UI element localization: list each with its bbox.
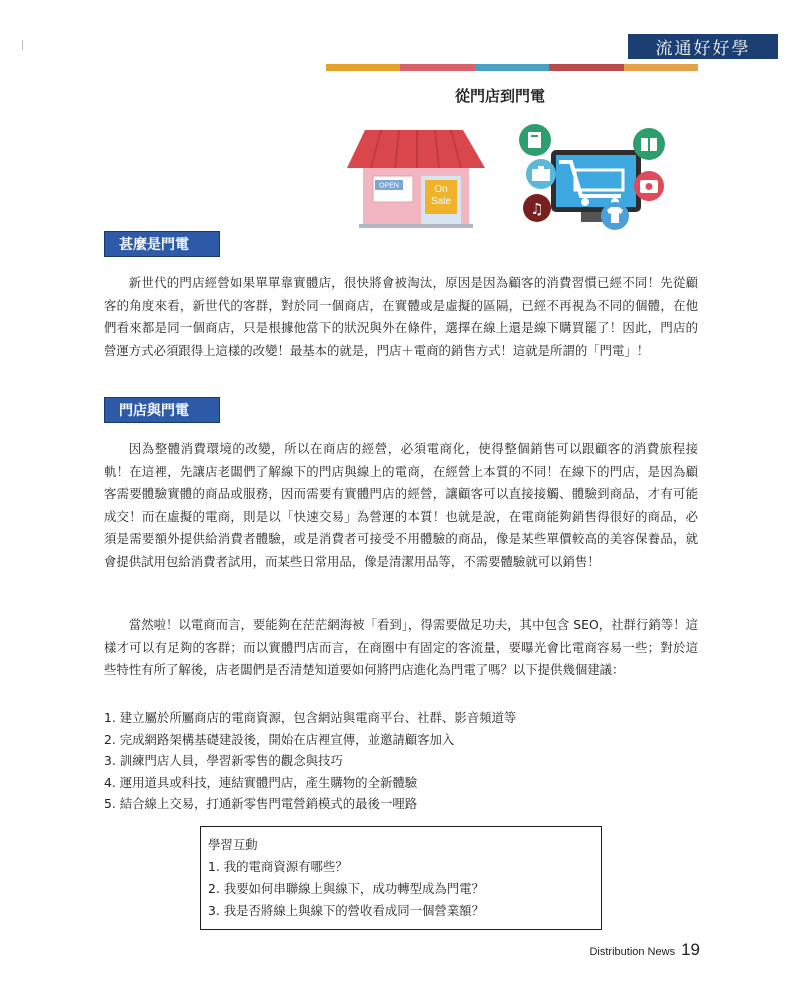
- publication-name: Distribution News: [589, 946, 676, 958]
- music-bubble-icon: [523, 194, 551, 222]
- crop-mark: [22, 40, 23, 50]
- article-title: 從門店到門電: [454, 87, 545, 105]
- list-item: 5. 結合線上交易，打通新零售門電營銷模式的最後一哩路: [104, 796, 418, 811]
- color-bar-segment: [624, 64, 698, 71]
- page-number: 19: [681, 940, 700, 959]
- tshirt-bubble-icon: [601, 202, 629, 230]
- page-footer: [589, 940, 700, 960]
- list-item: 2. 完成網路架構基礎建設後，開始在店裡宣傳，並邀請顧客加入: [104, 731, 455, 747]
- learning-question: 2. 我要如何串聯線上與線下，成功轉型成為門電？: [208, 881, 484, 896]
- svg-text:♫: ♫: [530, 200, 544, 218]
- color-bar-segment: [400, 64, 474, 71]
- learning-question: 3. 我是否將線上與線下的營收看成同一個營業額？: [208, 903, 484, 918]
- suggestion-list: [104, 707, 516, 815]
- section-heading-store-and-mendian: 門店與門電: [104, 397, 220, 423]
- learning-interaction-box: [200, 826, 602, 930]
- section1-paragraph: 新世代的門店經營如果單單靠實體店，很快將會被淘汰，原因是因為顧客的消費習慣已經不同！先從顧客的角度來看，新世代的客群，對於同一個商店，在實體或是虛擬的區隔，已經不再視為不同的個體，在他們看來都是同一個商店，只是根據他當下的狀況與外在條件，選擇在線上還是線下購買罷了！因此，門店的營運方式必須跟得上這樣的改變！最基本的就是，門店＋電商的銷售方式！這就是所謂的「門電」！: [104, 275, 698, 358]
- storefront-icon: [347, 130, 485, 228]
- color-bar-segment: [475, 64, 549, 71]
- header-color-bar: [326, 64, 698, 71]
- store-to-ecommerce-illustration: [345, 120, 675, 232]
- section-heading-what-is-mendian: 甚麼是門電: [104, 231, 220, 257]
- section2-paragraph2: 當然啦！以電商而言，要能夠在茫茫網海被「看到」，得需要做足功夫，其中包含 SEO，社群行銷等！這樣才可以有足夠的客群；而以實體門店而言，在商圈中有固定的客流量，要曝光會比電商容易一些；對於這些特性有所了解後，店老闆們是否清楚知道要如何將門店進化為門電了嗎？以下提供幾個建議：: [104, 617, 698, 678]
- color-bar-segment: [326, 64, 400, 71]
- list-item: 3. 訓練門店人員，學習新零售的觀念與技巧: [104, 753, 343, 768]
- camera-bubble-icon: [634, 171, 664, 201]
- sale-sign-line2: Sale: [430, 196, 452, 207]
- gift-bubble-icon: [633, 128, 665, 160]
- list-item: 4. 運用道具或科技，連結實體門店，產生購物的全新體驗: [104, 774, 418, 790]
- book-bubble-icon: [519, 124, 551, 156]
- learning-question: 1. 我的電商資源有哪些？: [208, 859, 348, 874]
- section2-paragraph1: 因為整體消費環境的改變，所以在商店的經營，必須電商化，使得整個銷售可以跟顧客的消費旅程接軌！在這裡，先讓店老闆們了解線下的門店與線上的電商，在經營上本質的不同！在線下的門店，是因為顧客需要體驗實體的商品或服務，因而需要有實體門店的經營，讓顧客可以直接接觸、體驗到商品，才有可能成交！而在虛擬的電商，則是以「快速交易」為營運的本質！也就是說，在電商能夠銷售得很好的商品，必須是需要額外提供給消費者體驗，或是消費者可接受不用體驗的商品，像是某些單價較高的美容保養品，就會提供試用包給消費者試用，而某些日常用品，像是清潔用品等，不需要體驗就可以銷售！: [104, 441, 698, 569]
- sale-sign-line1: On: [434, 184, 448, 195]
- list-item: 1. 建立屬於所屬商店的電商資源，包含網站與電商平台、社群、影音頻道等: [104, 710, 517, 725]
- briefcase-bubble-icon: [526, 159, 556, 189]
- learning-box-title: 學習互動: [208, 837, 258, 852]
- color-bar-segment: [549, 64, 623, 71]
- open-sign-text: OPEN: [379, 182, 399, 190]
- column-title-banner: 流通好好學: [628, 34, 778, 59]
